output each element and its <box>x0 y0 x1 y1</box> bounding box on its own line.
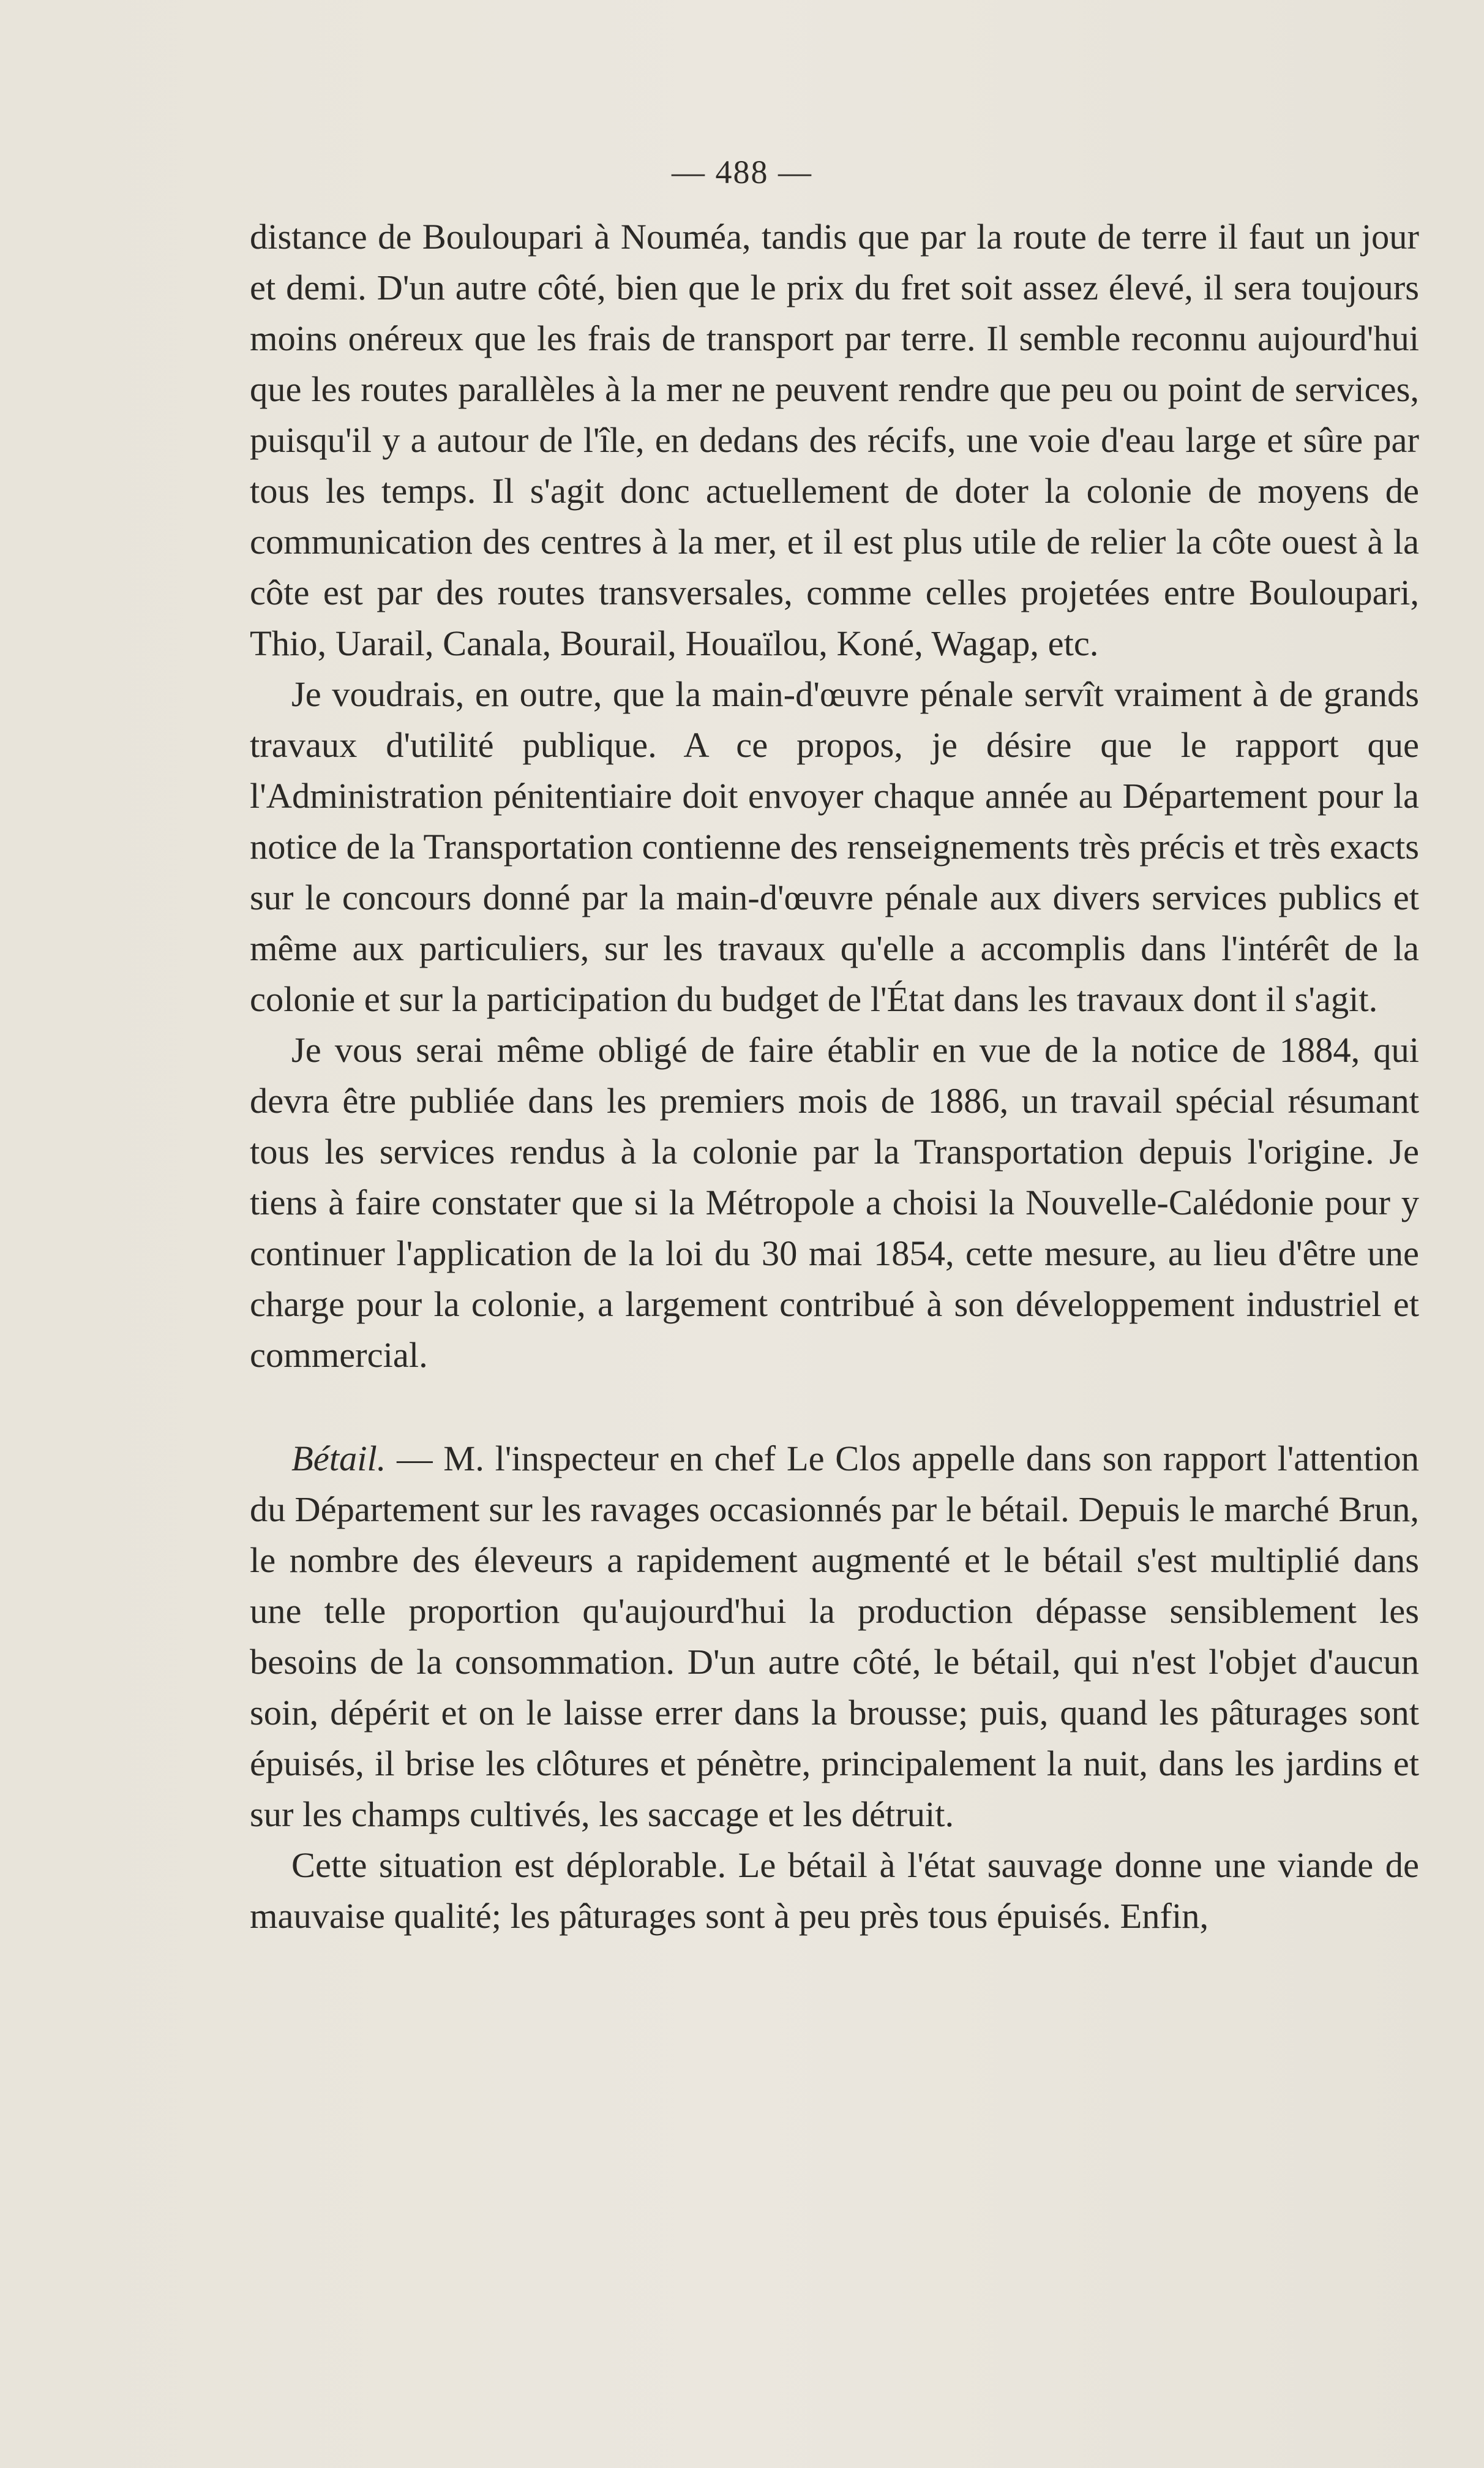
paragraph-text: Je voudrais, en outre, que la main-d'œuvre pénale servît vraiment à de grands travaux d'utilité publique. A ce propos, je désire que le rapport que l'Administration pénitentiaire doit envoyer chaque année au Département pour la notice de la Transportation contienne des renseignements très précis et très exacts sur le concours donné par la main-d'œuvre pénale aux divers services publics et même aux particuliers, sur les travaux qu'elle a accomplis dans l'intérêt de la colonie et sur la participation du budget de l'État dans les travaux dont il s'agit. <box>250 674 1419 1019</box>
page-number: — 488 — <box>672 154 812 190</box>
paragraph-text: — M. l'inspecteur en chef Le Clos appelle dans son rapport l'attention du Département sur les ravages occasionnés par le bétail. Depuis le marché Brun, le nombre des éleveurs a rapidement augmenté et le bétail s'est multiplié dans une telle proportion qu'aujourd'hui la production dépasse sensiblement les besoins de la consommation. D'un autre côté, le bétail, qui n'est l'objet d'aucun soin, dépérit et on le laisse errer dans la brousse; puis, quand les pâturages sont épuisés, il brise les clôtures et pénètre, principalement la nuit, dans les jardins et sur les champs cultivés, les saccage et les détruit. <box>250 1439 1419 1834</box>
paragraph-text: Cette situation est déplorable. Le bétail à l'état sauvage donne une viande de mauvaise qualité; les pâturages sont à peu près tous épuisés. Enfin, <box>250 1845 1419 1936</box>
paragraph-penal-labour <box>250 669 1419 1025</box>
paragraph-text: distance de Bouloupari à Nouméa, tandis que par la route de terre il faut un jour et demi. D'un autre côté, bien que le prix du fret soit assez élevé, il sera toujours moins onéreux que les frais de transport par terre. Il semble reconnu aujourd'hui que les routes parallèles à la mer ne peuvent rendre que peu ou point de services, puisqu'il y a autour de l'île, en dedans des récifs, une voie d'eau large et sûre par tous les temps. Il s'agit donc actuellement de doter la colonie de moyens de communication des centres à la mer, et il est plus utile de relier la côte ouest à la côte est par des routes transversales, comme celles projetées entre Bouloupari, Thio, Uarail, Canala, Bourail, Houaïlou, Koné, Wagap, etc. <box>250 217 1419 663</box>
paragraph-roads <box>250 211 1419 669</box>
document-body <box>250 211 1419 1941</box>
paragraph-text: Je vous serai même obligé de faire établir en vue de la notice de 1884, qui devra être publiée dans les premiers mois de 1886, un travail spécial résumant tous les services rendus à la colonie par la Transportation depuis l'origine. Je tiens à faire constater que si la Métropole a choisi la Nouvelle-Calédonie pour y continuer l'application de la loi du 30 mai 1854, cette mesure, au lieu d'être une charge pour la colonie, a largement contribué à son développement industriel et commercial. <box>250 1030 1419 1375</box>
paragraph-situation <box>250 1840 1419 1941</box>
section-heading-betail: Bétail. <box>291 1439 386 1478</box>
paragraph-livestock <box>250 1433 1419 1840</box>
paragraph-special-report <box>250 1025 1419 1380</box>
